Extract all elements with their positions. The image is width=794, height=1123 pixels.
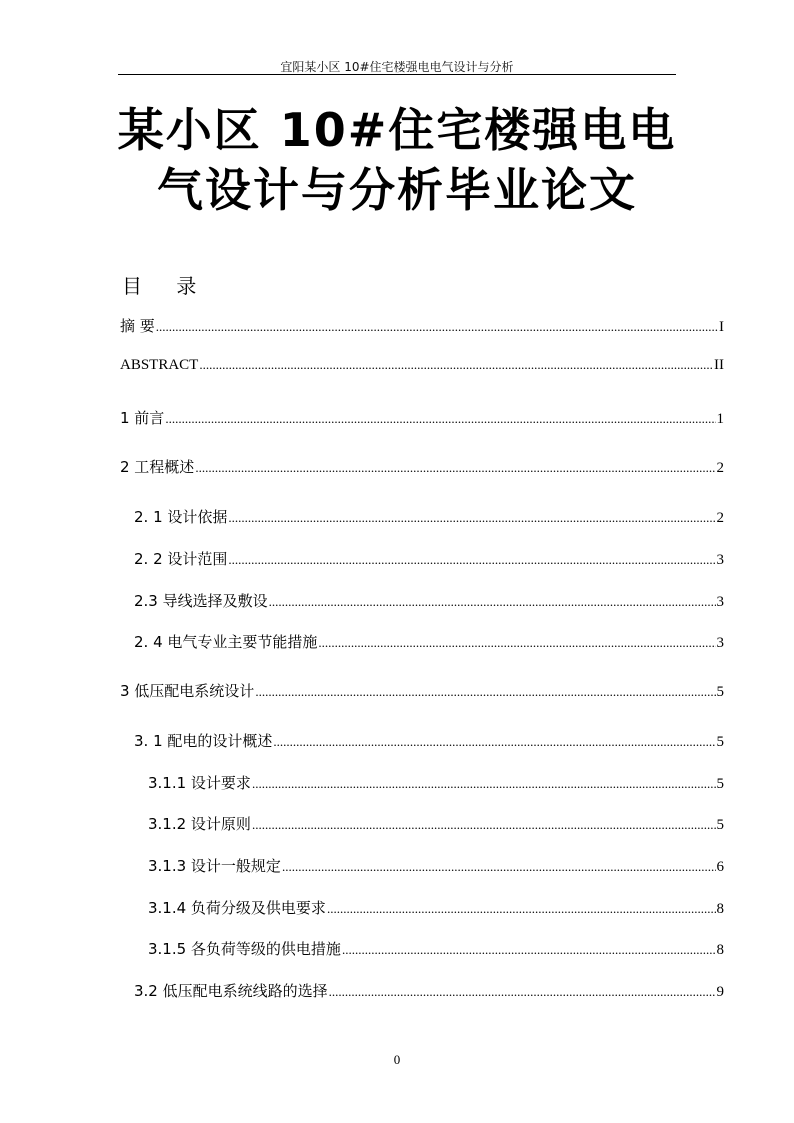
toc-entry-label: 3.1.3 设计一般规定 [148,857,281,875]
toc-entry-label: 3.1.5 各负荷等级的供电措施 [148,940,341,958]
toc-entry-label: 3.1.1 设计要求 [148,774,251,792]
toc-entry-3-1-2[interactable] [0,813,794,835]
toc-leader [252,776,716,792]
toc-heading: 目 录 [122,274,211,298]
toc-entry-page: 8 [716,942,724,958]
toc-entry-label: 2. 4 电气专业主要节能措施 [134,633,318,651]
toc-entry-page: 2 [716,460,724,476]
toc-leader [255,684,715,700]
toc-leader [273,734,715,750]
toc-leader [199,357,713,373]
toc-entry-page: 9 [716,984,724,1000]
toc-entry-label: 摘 要 [120,317,155,335]
toc-entry-page: 6 [716,859,724,875]
header-rule [118,74,676,75]
toc-entry-label: 2. 2 设计范围 [134,550,228,568]
toc-entry-abstract-cn[interactable] [0,315,794,337]
toc-entry-page: 8 [716,901,724,917]
toc-entry-3-1-5[interactable] [0,938,794,960]
toc-entry-label: 3.2 低压配电系统线路的选择 [134,982,328,1000]
toc-entry-page: 2 [716,510,724,526]
toc-entry-label: 3 低压配电系统设计 [120,682,255,700]
title-line-2: 气设计与分析毕业论文 [157,163,637,217]
toc-leader [252,817,716,833]
toc-entry-page: II [714,357,724,373]
toc-entry-chapter-1[interactable] [0,407,794,429]
toc-leader [327,901,716,917]
toc-entry-3-1-3[interactable] [0,855,794,877]
toc-entry-label: ABSTRACT [120,357,199,373]
toc-entry-page: 5 [716,684,724,700]
toc-leader [195,460,715,476]
toc-entry-label: 3. 1 配电的设计概述 [134,732,273,750]
toc-entry-label: 2. 1 设计依据 [134,508,228,526]
toc-leader [165,411,715,427]
toc-entry-chapter-2[interactable] [0,456,794,478]
toc-entry-page: 3 [716,594,724,610]
toc-entry-3-1-1[interactable] [0,772,794,794]
toc-entry-2-4[interactable] [0,631,794,653]
toc-leader [342,942,716,958]
title-line-1: 某小区 10#住宅楼强电电 [117,103,677,157]
toc-entry-page: 5 [716,817,724,833]
toc-leader [228,552,715,568]
toc-entry-2-3[interactable] [0,590,794,612]
toc-leader [282,859,716,875]
page-number: 0 [393,1052,401,1067]
running-header: 宜阳某小区 10#住宅楼强电电气设计与分析 [280,60,514,74]
toc-entry-3-1-4[interactable] [0,897,794,919]
toc-entry-3-2[interactable] [0,980,794,1002]
toc-entry-page: 5 [716,776,724,792]
toc-entry-label: 3.1.2 设计原则 [148,815,251,833]
toc-leader [269,594,716,610]
toc-entry-label: 2 工程概述 [120,458,195,476]
toc-entry-page: 5 [716,734,724,750]
toc-entry-label: 2.3 导线选择及敷设 [134,592,268,610]
toc-entry-2-2[interactable] [0,548,794,570]
toc-entry-3-1[interactable] [0,730,794,752]
toc-entry-chapter-3[interactable] [0,680,794,702]
toc-entry-label: 3.1.4 负荷分级及供电要求 [148,899,326,917]
toc-leader [228,510,715,526]
toc-entry-2-1[interactable] [0,506,794,528]
toc-leader [318,635,715,651]
toc-leader [329,984,716,1000]
toc-entry-label: 1 前言 [120,409,165,427]
toc-entry-abstract-en[interactable] [0,357,794,379]
toc-leader [156,319,718,335]
document-title [100,100,694,220]
toc-entry-page: 3 [716,635,724,651]
toc-entry-page: I [719,319,724,335]
toc-entry-page: 1 [716,411,724,427]
toc-entry-page: 3 [716,552,724,568]
